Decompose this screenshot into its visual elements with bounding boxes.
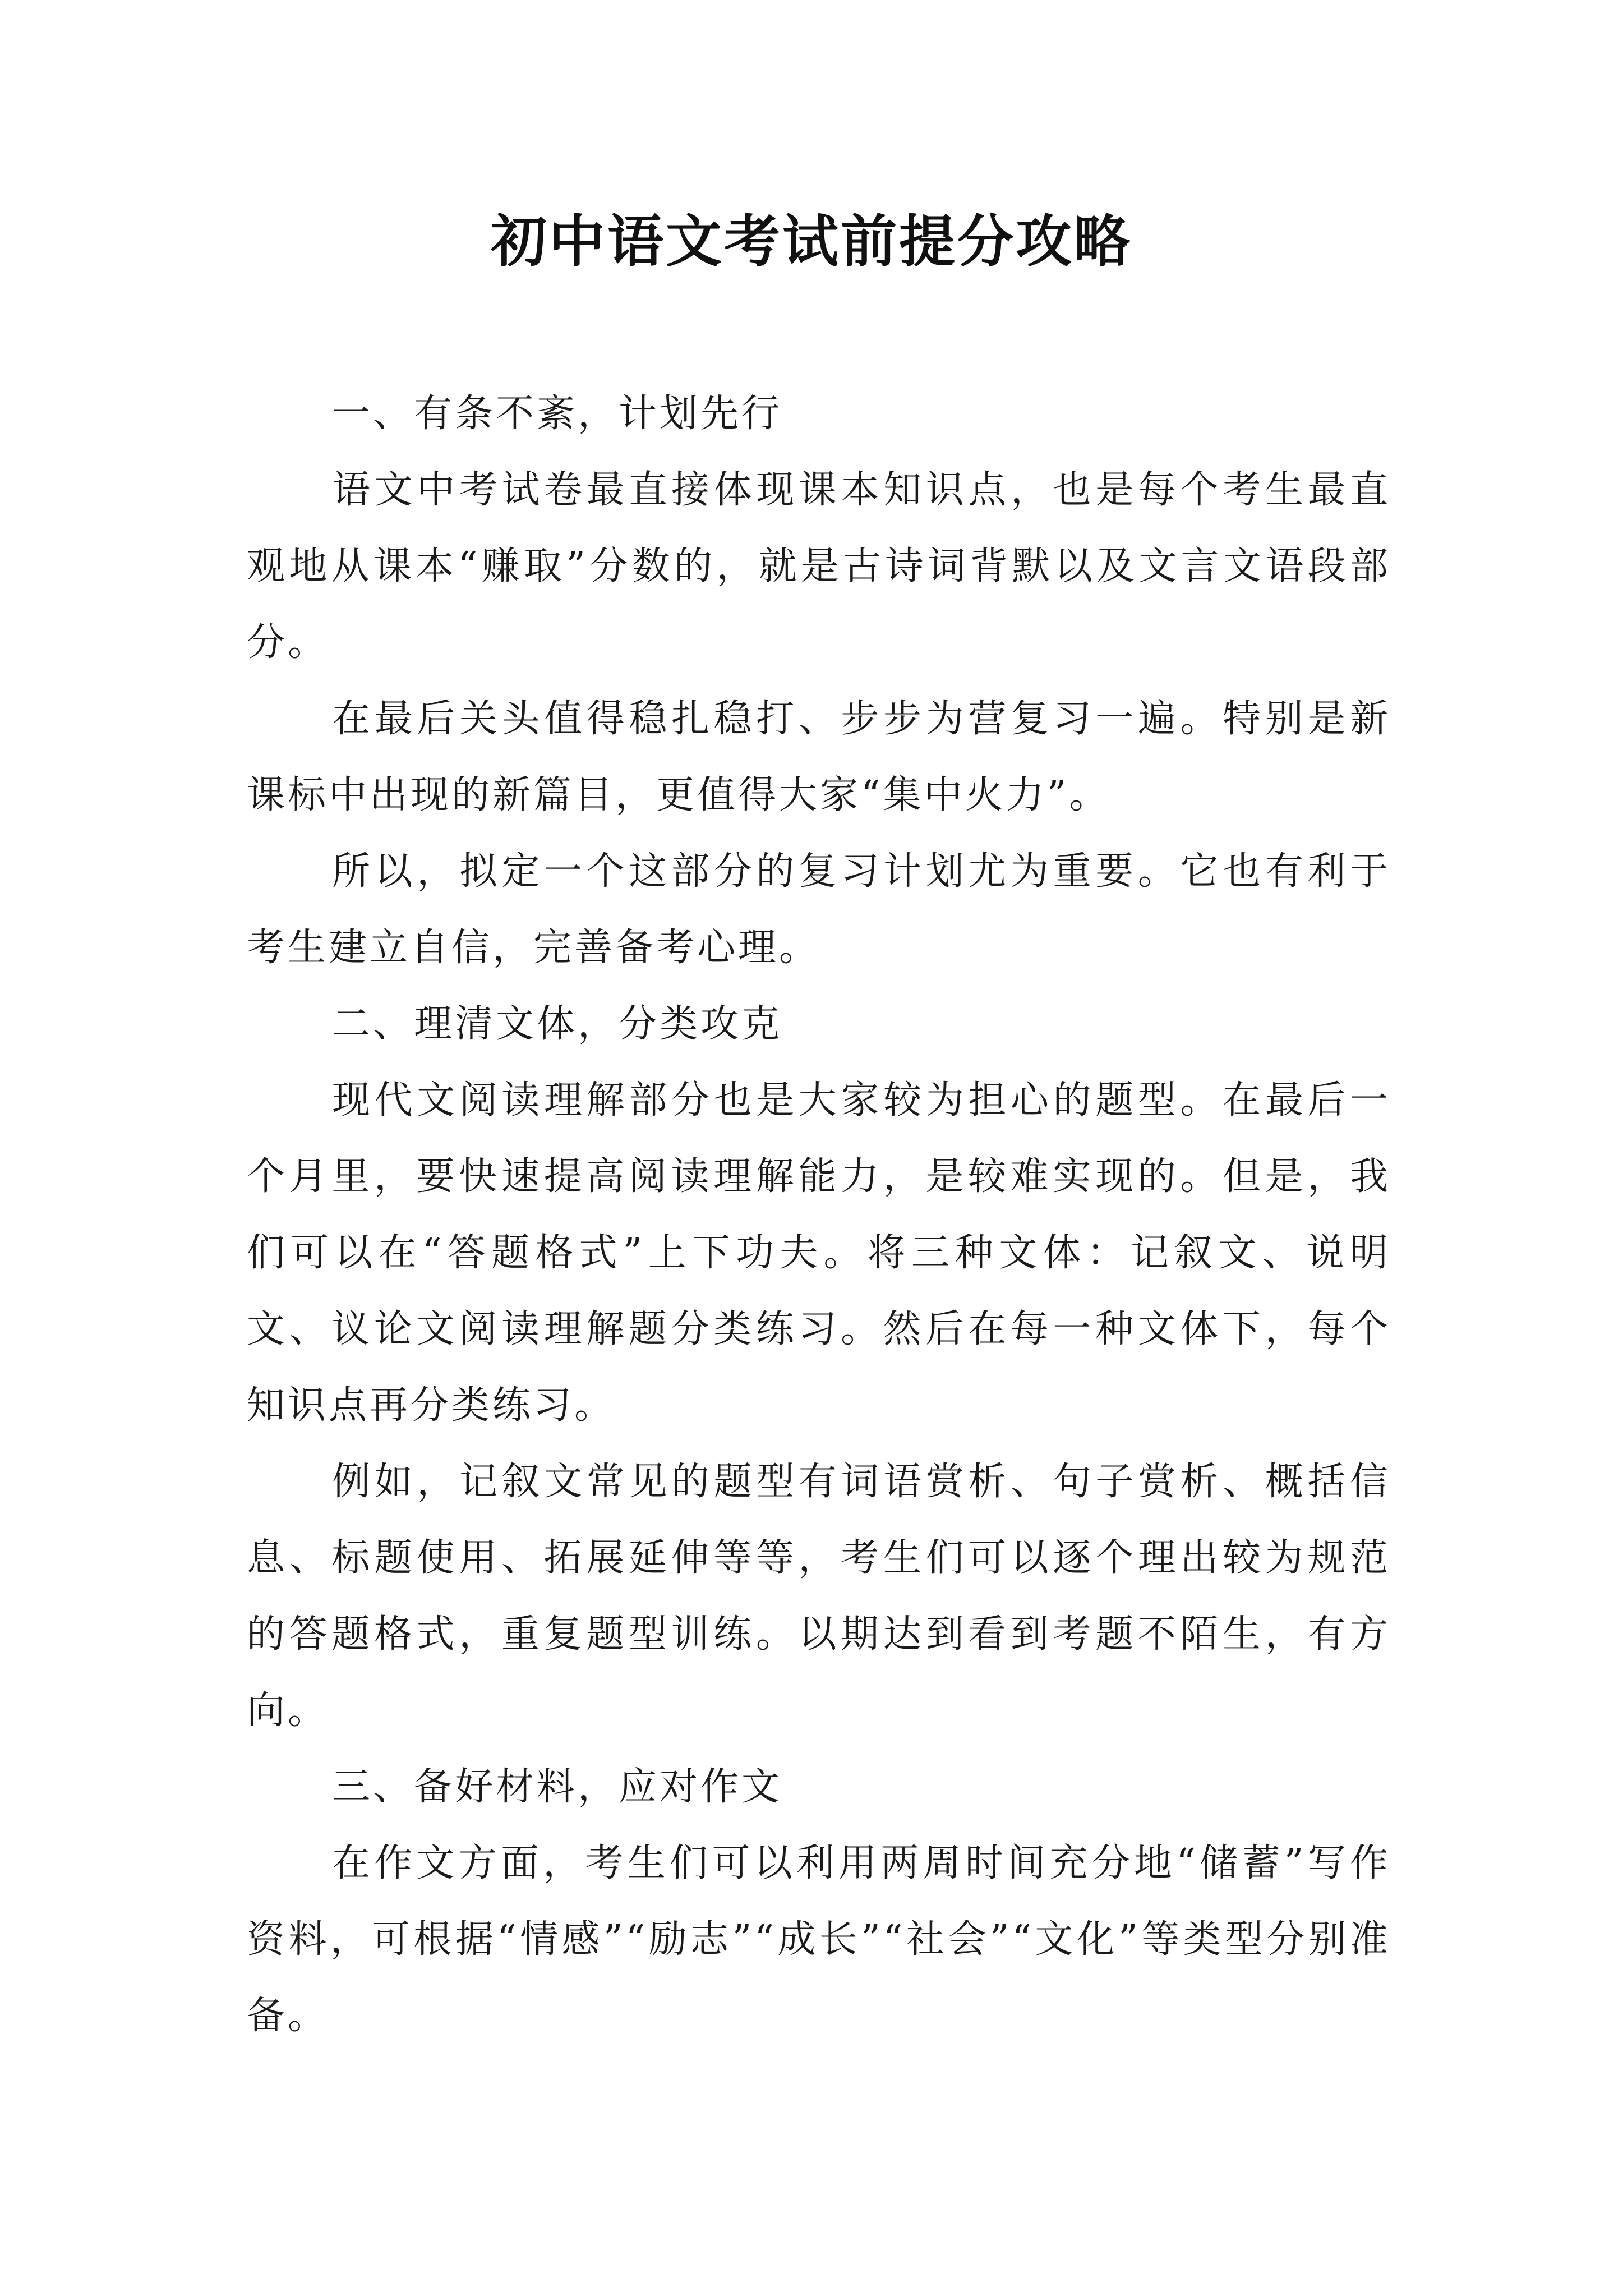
paragraph: 语文中考试卷最直接体现课本知识点，也是每个考生最直观地从课本“赚取”分数的，就是古诗词背默以及文言文语段部分。	[247, 468, 1391, 665]
document-title: 初中语文考试前提分攻略	[491, 208, 1132, 274]
paragraph: 在最后关头值得稳扎稳打、步步为营复习一遍。特别是新课标中出现的新篇目，更值得大家“集中火力”。	[247, 697, 1391, 817]
paragraph: 现代文阅读理解部分也是大家较为担心的题型。在最后一个月里，要快速提高阅读理解能力，是较难实现的。但是，我们可以在“答题格式”上下功夫。将三种文体：记叙文、说明文、议论文阅读理解题分类练习。然后在每一种文体下，每个知识点再分类练习。	[247, 1078, 1391, 1428]
paragraph: 所以，拟定一个这部分的复习计划尤为重要。它也有利于考生建立自信，完善备考心理。	[247, 849, 1391, 970]
section-heading-3: 三、备好材料，应对作文	[332, 1765, 783, 1809]
paragraph: 例如，记叙文常见的题型有词语赏析、句子赏析、概括信息、标题使用、拓展延伸等等，考生们可以逐个理出较为规范的答题格式，重复题型训练。以期达到看到考题不陌生，有方向。	[247, 1460, 1391, 1733]
document-body	[247, 376, 1391, 2054]
section-heading-2: 二、理清文体，分类攻克	[332, 1002, 783, 1046]
paragraph: 在作文方面，考生们可以利用两周时间充分地“储蓄”写作资料，可根据“情感”“励志”“成长”“社会”“文化”等类型分别准备。	[247, 1841, 1391, 2038]
section-heading-1: 一、有条不紊，计划先行	[332, 392, 783, 436]
